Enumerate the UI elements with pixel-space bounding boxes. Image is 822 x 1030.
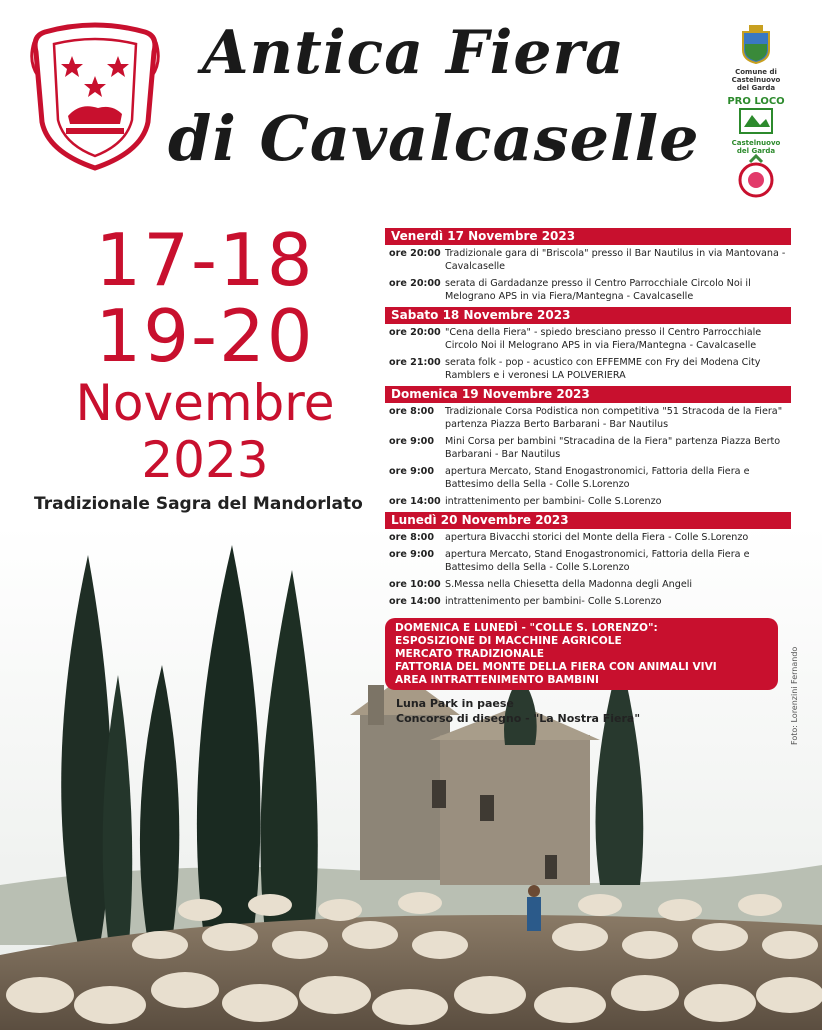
event-text: apertura Mercato, Stand Enogastronomici, Fattoria della Fiera e Battesimo della Sella - Colle S.Lorenzo	[445, 466, 750, 490]
event-time: ore 14:00	[389, 496, 441, 507]
comune-logo	[728, 24, 784, 92]
event-text: intrattenimento per bambini- Colle S.Lorenzo	[445, 596, 662, 607]
proloco-label-1: Castelnuovo	[731, 139, 781, 147]
event-item	[385, 275, 791, 305]
event-text: intrattenimento per bambini- Colle S.Lorenzo	[445, 496, 662, 507]
event-item	[385, 324, 791, 354]
event-time: ore 9:00	[389, 436, 435, 447]
event-text: Tradizionale gara di "Briscola" presso il Bar Nautilus in via Mantovana - Cavalcaselle	[445, 248, 786, 272]
event-item	[385, 245, 791, 275]
event-text: S.Messa nella Chiesetta della Madonna degli Angeli	[445, 579, 693, 590]
proloco-crest-icon	[738, 107, 774, 135]
poster-title-line2: di Cavalcaselle	[168, 102, 700, 175]
coat-of-arms-icon	[30, 22, 160, 172]
proloco-label-2: del Garda	[736, 147, 776, 155]
event-dates	[40, 218, 370, 489]
event-text: serata folk - pop - acustico con EFFEMME con Fry dei Modena City Ramblers e i veronesi LA POLVERIERA	[445, 357, 761, 381]
event-program	[385, 226, 791, 610]
event-item	[385, 493, 791, 510]
event-item	[385, 463, 791, 493]
event-time: ore 21:00	[389, 357, 441, 368]
event-time: ore 8:00	[389, 406, 435, 417]
highlight-line: ESPOSIZIONE DI MACCHINE AGRICOLE	[395, 635, 622, 647]
highlight-box	[385, 618, 778, 690]
event-time: ore 8:00	[389, 532, 435, 543]
event-text: Tradizionale Corsa Podistica non competitiva "51 Stracoda de la Fiera" partenza Piazza Berto Barbarani - Bar Nautilus	[445, 406, 783, 430]
day-header-friday: Venerdì 17 Novembre 2023	[385, 228, 791, 245]
event-time: ore 9:00	[389, 549, 435, 560]
event-item	[385, 529, 791, 546]
comune-label-2: Castelnuovo	[731, 76, 781, 84]
dates-line2: 19-20	[95, 294, 315, 378]
proloco-title: PRO LOCO	[727, 96, 785, 107]
event-item	[385, 546, 791, 576]
highlight-line: MERCATO TRADIZIONALE	[395, 648, 545, 660]
extra-luna-park: Luna Park in paese	[396, 697, 514, 710]
comune-label-3: del Garda	[736, 84, 776, 92]
dates-month: Novembre	[75, 374, 335, 432]
highlight-line: DOMENICA E LUNEDÌ - "COLLE S. LORENZO":	[395, 622, 658, 634]
highlight-line: FATTORIA DEL MONTE DELLA FIERA CON ANIMALI VIVI	[395, 661, 717, 673]
event-item	[385, 403, 791, 433]
day-header-monday: Lunedì 20 Novembre 2023	[385, 512, 791, 529]
event-item	[385, 576, 791, 593]
event-item	[385, 593, 791, 610]
comune-crest-icon	[739, 24, 773, 64]
extras	[396, 696, 640, 726]
event-time: ore 14:00	[389, 596, 441, 607]
dates-year: 2023	[141, 431, 269, 489]
melograno-logo-icon	[736, 154, 776, 200]
day-header-saturday: Sabato 18 Novembre 2023	[385, 307, 791, 324]
event-text: apertura Mercato, Stand Enogastronomici, Fattoria della Fiera e Battesimo della Sella - Colle S.Lorenzo	[445, 549, 750, 573]
poster-title-line1: Antica Fiera	[202, 18, 626, 88]
subtitle: Tradizionale Sagra del Mandorlato	[34, 494, 363, 514]
proloco-logo	[725, 96, 787, 155]
event-time: ore 20:00	[389, 248, 441, 259]
event-text: serata di Gardadanze presso il Centro Parrocchiale Circolo Noi il Melograno APS in via Fiera/Mantegna - Cavalcaselle	[445, 278, 751, 302]
event-item	[385, 433, 791, 463]
event-text: Mini Corsa per bambini "Stracadina de la Fiera" partenza Piazza Berto Barbarani - Bar Nautilus	[445, 436, 781, 460]
day-header-sunday: Domenica 19 Novembre 2023	[385, 386, 791, 403]
extra-drawing-contest: Concorso di disegno - "La Nostra Fiera"	[396, 712, 641, 725]
event-text: apertura Bivacchi storici del Monte della Fiera - Colle S.Lorenzo	[445, 532, 749, 543]
event-time: ore 10:00	[389, 579, 441, 590]
photo-credit: Foto: Lorenzini Fernando	[790, 646, 799, 745]
dates-line1: 17-18	[95, 218, 315, 302]
highlight-line: AREA INTRATTENIMENTO BAMBINI	[395, 674, 599, 686]
event-time: ore 20:00	[389, 278, 441, 289]
event-item	[385, 354, 791, 384]
event-time: ore 20:00	[389, 327, 441, 338]
event-text: "Cena della Fiera" - spiedo bresciano presso il Centro Parrocchiale Circolo Noi il Melograno APS in via Fiera/Mantegna - Cavalcaselle	[445, 327, 762, 351]
comune-label-1: Comune di	[735, 68, 777, 76]
event-time: ore 9:00	[389, 466, 435, 477]
